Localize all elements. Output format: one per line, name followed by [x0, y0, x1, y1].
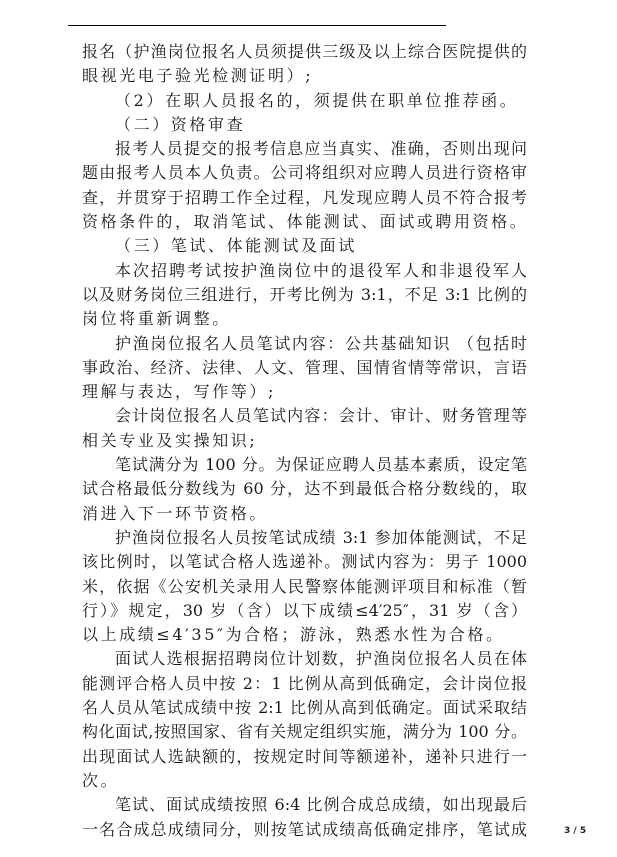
text-line: 会计岗位报名人员笔试内容：会计、审计、财务管理等 [115, 406, 527, 426]
text-line: 资格条件的，取消笔试、体能测试、面试或聘用资格。 [82, 212, 529, 232]
text-line: 岗位将重新调整。 [82, 309, 231, 329]
text-line: 行）》规定，30 岁（含）以下成绩≤4′25″，31 岁（含） [82, 600, 527, 620]
text-line: 眼视光电子验光检测证明）; [82, 66, 314, 86]
text-line: 报名（护渔岗位报名人员须提供三级及以上综合医院提供的 [82, 42, 527, 61]
text-line: 题由报考人员本人负责。公司将组织对应聘人员进行资格审 [82, 163, 527, 183]
page-number: 3 / 5 [564, 826, 587, 836]
text-line: 笔试满分为 100 分。为保证应聘人员基本素质，设定笔 [115, 455, 527, 475]
text-line: 次。 [82, 770, 120, 790]
text-line: 本次招聘考试按护渔岗位中的退役军人和非退役军人 [115, 260, 527, 280]
text-line: 米，依据《公安机关录用人民警察体能测评项目和标准（暂 [82, 576, 527, 596]
header-rule [68, 25, 446, 26]
text-line: 笔试、面试成绩按照 6:4 比例合成总成绩，如出现最后 [115, 795, 527, 815]
text-line: 名人员从笔试成绩中按 2:1 比例从高到低确定。面试采取结 [82, 698, 527, 718]
text-line: （三）笔试、体能测试及面试 [115, 236, 357, 256]
text-line: 理解与表达，写作等）; [82, 382, 276, 402]
text-line: 护渔岗位报名人员按笔试成绩 3:1 参加体能测试，不足 [115, 527, 527, 547]
text-line: （二）资格审查 [115, 114, 246, 134]
text-line: 面试人选根据招聘岗位计划数，护渔岗位报名人员在体 [115, 649, 527, 669]
text-line: 构化面试,按照国家、省有关规定组织实施，满分为 100 分。 [82, 722, 527, 742]
text-line: 以上成绩≤4′35″为合格；游泳，熟悉水性为合格。 [82, 625, 505, 645]
text-line: 查，并贯穿于招聘工作全过程，凡发现应聘人员不符合报考 [82, 187, 527, 207]
text-line: 相关专业及实操知识; [82, 430, 258, 450]
text-line: 该比例时，以笔试合格人选递补。测试内容为：男子 1000 [82, 552, 527, 572]
text-line: 事政治、经济、法律、人文、管理、国情省情等常识，言语 [82, 357, 527, 377]
text-line: 出现面试人选缺额的，按规定时间等额递补，递补只进行一 [82, 746, 527, 766]
document-body [82, 40, 527, 842]
text-line: 消进入下一环节资格。 [82, 503, 269, 523]
text-line: 以及财务岗位三组进行，开考比例为 3:1，不足 3:1 比例的 [82, 284, 527, 304]
text-line: 能测评合格人员中按 2：1 比例从高到低确定，会计岗位报 [82, 673, 527, 693]
text-line: （2）在职人员报名的，须提供在职单位推荐函。 [115, 90, 519, 110]
text-line: 一名合成总成绩同分，则按笔试成绩高低确定排序，笔试成 [82, 819, 527, 839]
text-line: 报考人员提交的报考信息应当真实、准确，否则出现问 [115, 139, 527, 159]
text-line: 试合格最低分数线为 60 分，达不到最低合格分数线的，取 [82, 479, 527, 499]
text-line: 护渔岗位报名人员笔试内容：公共基础知识 （包括时 [115, 333, 527, 353]
